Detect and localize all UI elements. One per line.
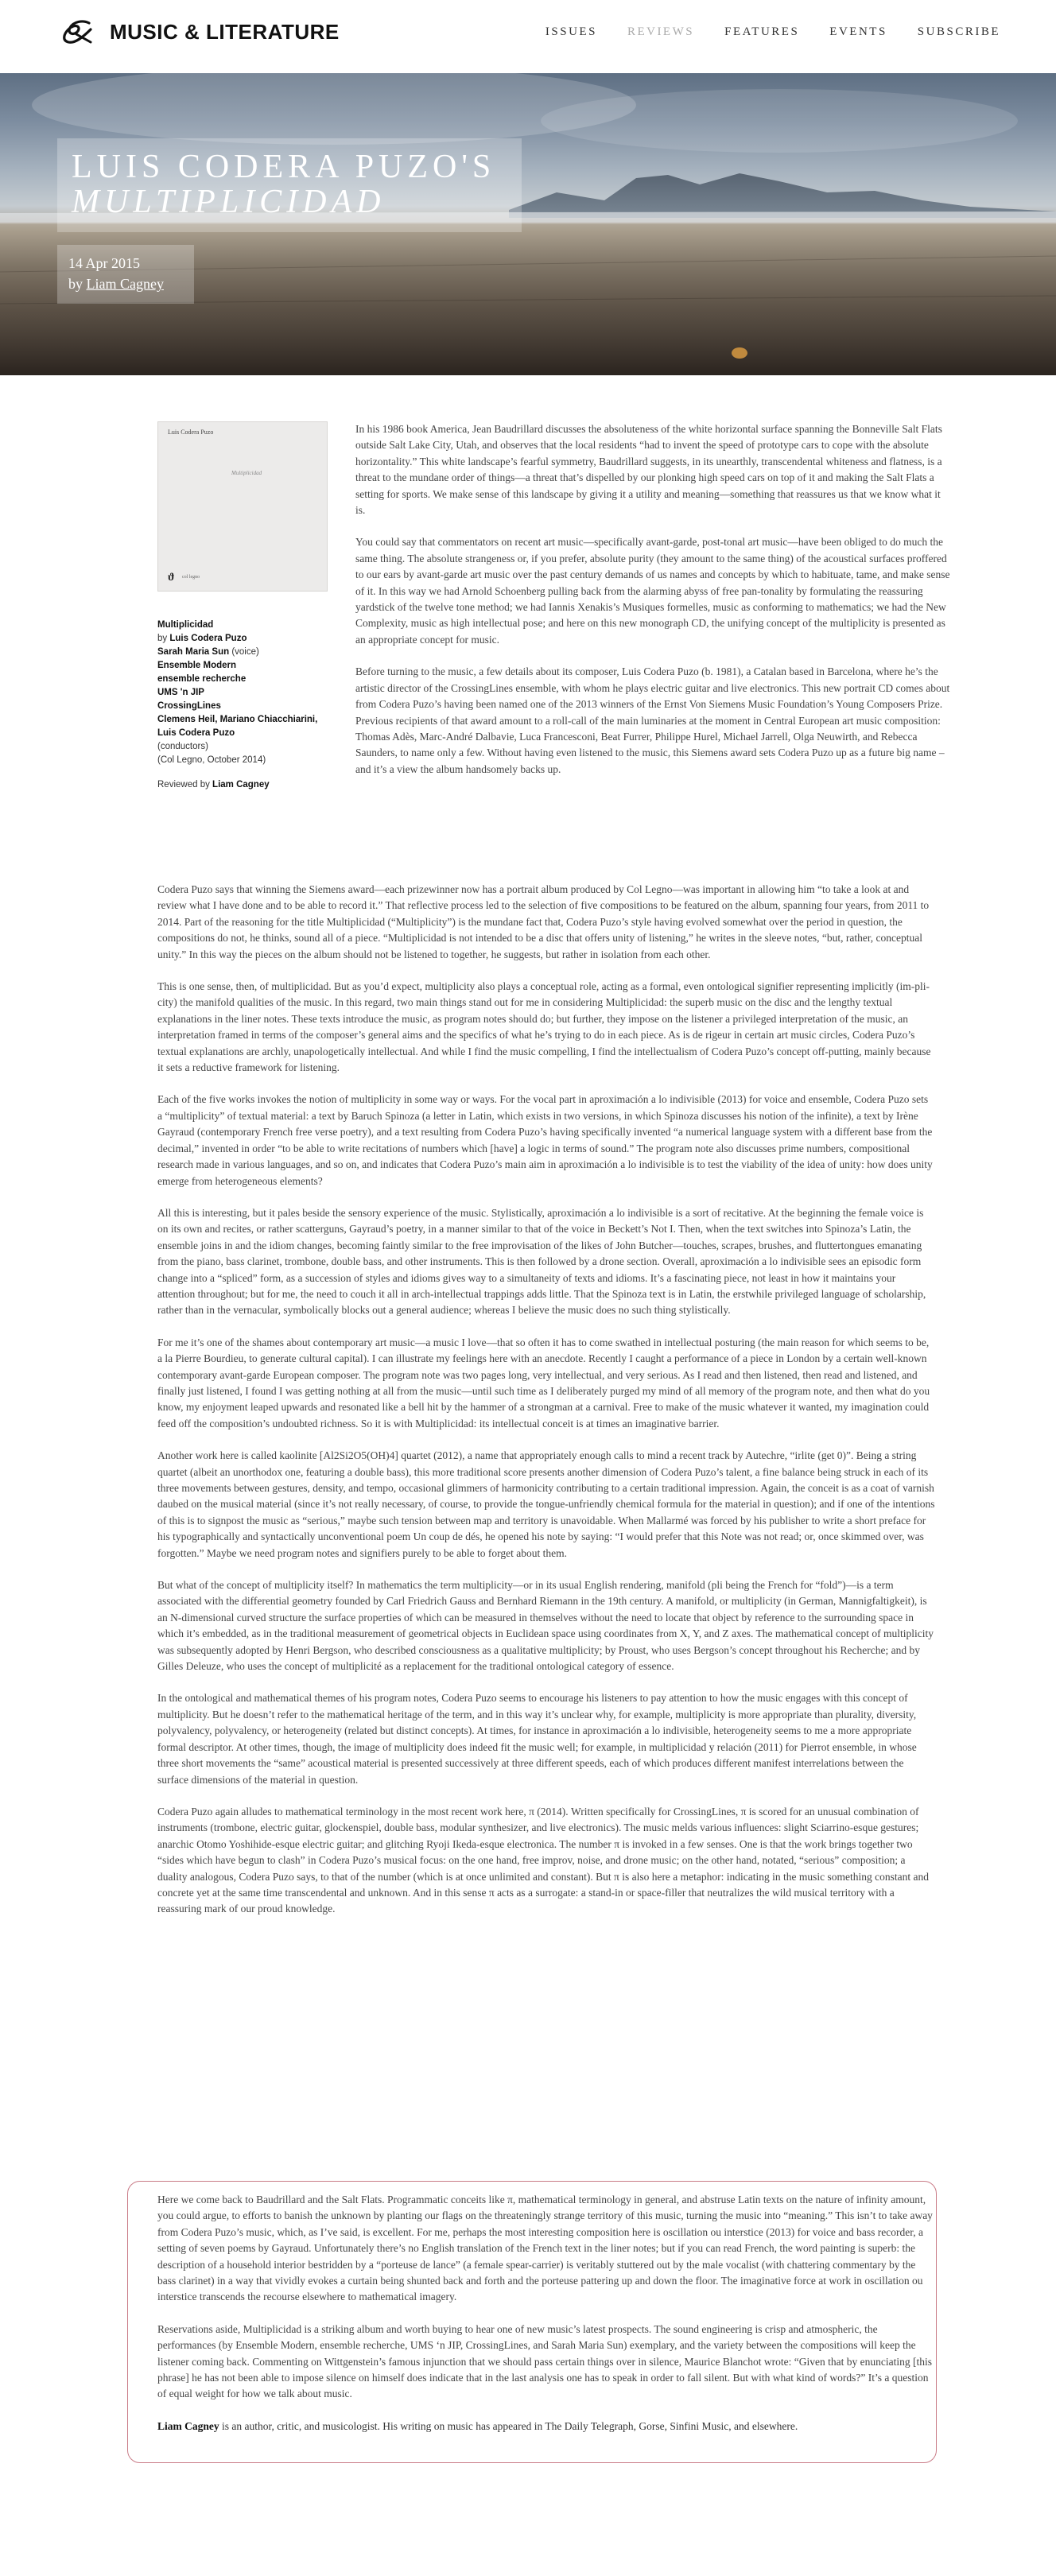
paragraph: Reservations aside, Multiplicidad is a striking album and worth buying to hear one of new music’s latest prospects. The sound engineering is crisp and atmospheric, the performances (by Ensemble Modern, ensemble recherche, UMS ‘n JIP, CrossingLines, and Sarah Maria Sun) exemplary, and the variety between the compositions will keep the listener coming back. Commenting on Wittgenstein’s famous injunction that we should pass certain things over in silence, Maurice Blanchot wrote: “Given that by enunciating [this phrase] he has not been able to impose silence on himself does indicate that in the last analysis one has to speak in order to fall silent. But with what kind of words?” It’s a question of equal weight for how we talk about music. [157,2322,932,2400]
album-info [157,619,328,792]
album-label: (Col Legno, October 2014) [157,755,266,765]
nav-issues[interactable]: ISSUES [545,25,597,38]
site-name: MUSIC & LITERATURE [110,19,340,44]
author-link[interactable]: Liam Cagney [86,276,164,292]
reviewed-by: Reviewed by [157,780,210,789]
author-bio [157,2419,935,2434]
reviewer-name: Liam Cagney [212,780,270,789]
byline [68,274,183,294]
performer: UMS 'n JIP [157,688,204,697]
paragraph: Here we come back to Baudrillard and the Salt Flats. Programmatic conceits like π, mathematical terminology in general, and abstruse Latin texts on the nature of infinity amount, you could argue, to efforts to banish the unknown by planting our flags on the threateningly strange territory of this music, turning the music into “meaning.” This isn’t to take away from Codera Puzo’s music, which, as I’ve said, is excellent. For me, perhaps the most interesting composition here is oscillation ou interstice (2013) for voice and bass recorder, a setting of seven poems by Gayraud. Unfortunately there’s no English translation of the French text in the liner notes; but if you can read French, the word painting is superb: the description of a household interior bestridden by a “porteuse de lance” (a female spear-carrier) is veritably stuttered out by the male vocalist (with chattering commentary by the bass clarinet) in a way that vividly evokes a curtain being shunted back and forth and the porteuse pattering up and down the floor. The imaginative force at work in oscillation ou interstice transcends the recourse elsewhere to mathematical imagery. [157,2194,933,2303]
cover-label: col legno [182,575,200,580]
paragraph: Codera Puzo again alludes to mathematical terminology in the most recent work here, π (2014). Written specifically for CrossingLines, π is scored for an unusual combination of instruments (trombone, electric guitar, glockenspiel, double bass, modular synthesizer, and live electronics). The music melds various influences: slight Sciarrino-esque gestures; anarchic Otomo Yoshihide-esque electric guitar; and glitching Ryoji Ikeda-esque electronica. The number π is invoked in a few senses. One is that the work brings together two “sides which have begun to clash” in Codera Puzo’s musical focus: on the one hand, free improv, noise, and drone music; on the other hand, notated, “serious” composition; a duality analogous, Codera Puzo says, to that of the number (which is at once unlimited and constant). But π is also here a metaphor: indicating in the music something constant and concrete yet at the same time transcendental and unknown. And in this sense π acts as a surrogate: a stand-in or space-filler that neutralizes the wild musical territory with a reassuring mark of our proud knowledge. [157,1805,929,1915]
article-body [157,882,935,1934]
performer: Ensemble Modern [157,661,237,670]
main-nav [545,25,1000,39]
article-title [72,149,506,219]
paragraph: Codera Puzo says that winning the Siemens award—each prizewinner now has a portrait album produced by Col Legno—was important in allowing him “to take a look at and review what I have done and to be able to record it.” That reflective process led to the selection of five compositions to be featured on the album, spanning four years, from 2011 to 2014. Part of the reasoning for the title Multiplicidad (“Multiplicity”) is the mundane fact that, Codera Puzo’s style having evolved somewhat over the period in question, the compositions do not, he thinks, sound all of a piece. “Multiplicidad is not intended to be a disc that offers unity of listening,” he writes in the sleeve notes, “but, rather, conceptual unity.” In this way the pieces on the album should not be listened to together, he suggests, but rather in isolation from each other. [157,883,930,960]
performer: Sarah Maria Sun [157,647,230,657]
paragraph: You could say that commentators on recent art music—specifically avant-garde, post-tonal art music—have been obliged to do much the same thing. The absolute strangeness or, if you prefer, absolute purity (they amount to the same thing) of the acoustical surfaces proffered to our ears by avant-garde art music over the past century demands of us names and concepts by which to habituate, tame, and make sense of it. In this way we had Arnold Schoenberg pulling back from the alarming abyss of free pan-tonality by formulating the reassuring yardstick of the twelve tone method; we had Iannis Xenakis’s Musiques formelles, music as conforming to mathematics; we had the New Complexity, music as high intellectual pose; and here on this new monograph CD, the unifying concept of the multiplicity is presented as an appropriate concept for music. [355,536,950,646]
performer-role: (voice) [231,647,259,657]
conductors: Clemens Heil, Mariano Chiacchiarini, Luis Codera Puzo [157,715,318,738]
hero-banner [0,73,1056,375]
ampersand-logo-icon [59,18,95,45]
article-intro [355,421,950,793]
album-composer: Luis Codera Puzo [169,634,247,643]
bio-name: Liam Cagney [157,2419,219,2432]
paragraph: Another work here is called kaolinite [Al2Si2O5(OH)4] quartet (2012), a name that appropriately enough calls to mind a recent track by Autechre, “irlite (get 0)”. Being a string quartet (albeit an unorthodox one, featuring a double bass), this more traditional score presents another dimension of Codera Puzo’s talent, a fine balance being struck in each of its three movements between gestures, density, and tempo, occasional glimmers of harmonicity contributing to a certain traditional impression. Again, the conceit is as a coat of varnish daubed on the musical material (since it’s not really necessary, of course, to provide the tongue-unfriendly chemical formula for the material in question); and if one of the intentions of this is to signpost the music as “serious,” maybe such tension between map and territory is unavoidable. When Mallarmé was forced by his publisher to write a short preface for his typographically and syntactically unconventional poem Un coup de dés, he opened his note by saying: “I would prefer that this Note was not read; or, once skimmed over, was forgotten.” Maybe we need program notes and signifiers purely to be able to forget about them. [157,1449,935,1559]
paragraph: Before turning to the music, a few details about its composer, Luis Codera Puzo (b. 1981), a Catalan based in Barcelona, where he’s the artistic director of the CrossingLines ensemble, with whom he plays electric guitar and live electronics. This new portrait CD comes about from Codera Puzo’s having been named one of the 2013 winners of the Ernst Von Siemens Music Foundation’s Young Composers Prize. Previous recipients of that award amount to a roll-call of the main luminaries at the moment in Central European art music composition: Thomas Adès, Marc-André Dalbavie, Luca Francesconi, Beat Furrer, Philippe Hurel, Michael Jarrell, Olga Neuwirth, and Rebecca Saunders, to name only a few. Without having even listened to the music, this Siemens award sets Codera Puzo up as a future big name – and it’s a view the album handsomely backs up. [355,665,950,775]
reviewer-line [157,778,328,792]
article-closing [157,2192,935,2450]
performer: ensemble recherche [157,674,247,684]
paragraph: For me it’s one of the shames about contemporary art music—a music I love—that so often it has to come swathed in intellectual posturing (the main reason for which seems to be, a la Pierre Bourdieu, to generate cultural capital). I can illustrate my feelings here with an anecdote. Recently I caught a performance of a piece in London by a certain well-known contemporary avant-garde European composer. The program note was two pages long, very intellectual, and very serious. As I read and then listened, then read and listened, and finally just listened, I found I was getting nothing at all from the music—until such time as I deliberately purged my mind of all memory of the program note, and then what do you know, my enjoyment leaped upwards and resonated like a bell hit by the hammer of a strongman at a carnival. Free to make of the music whatever it wanted, my imagination could feed off the composition’s undoubted richness. So it is with Multiplicidad: its intellectual conceit is at times an imaginative barrier. [157,1336,930,1430]
article-title-line2: MULTIPLICIDAD [72,184,386,220]
performer: CrossingLines [157,701,221,711]
hero-title-box [57,138,522,232]
paragraph: All this is interesting, but it pales beside the sensory experience of the music. Stylistically, aproximación a lo indivisible is a sort of recitative. At the beginning the female voice is on its own and recites, or rather scatterguns, Gayraud’s poetry, in a manner similar to that of the voice in Beckett’s Not I. Then, when the text switches into Spinoza’s Latin, the ensemble joins in and the idiom changes, becoming faintly similar to the free improvisation of the likes of John Butcher—touches, scrapes, brushes, and fluttertongues emanating from the piano, bass clarinet, trombone, double bass, and other instruments. This is then followed by a drone section. Overall, aproximación a lo indivisible sees an episodic form change into a “spliced” form, as a succession of styles and idioms gives way to a simultaneity of texts and idioms. It’s a fascinating piece, not least in how it maintains your attention throughout; but for me, the need to couch it all in arch-intellectual trappings adds little. That the Spinoza text is in Latin, the erstwhile privileged language of scholarship, rather than in the vernacular, symbolically blocks out a general audience; whereas I believe the music does no such thing stylistically. [157,1206,926,1317]
cover-subtitle: Multiplicidad [231,470,262,476]
bio-text: is an author, critic, and musicologist. His writing on music has appeared in The Daily Telegraph, Gorse, Sinfini Music, and elsewhere. [219,2419,798,2432]
paragraph: In the ontological and mathematical themes of his program notes, Codera Puzo seems to encourage his listeners to pay attention to how the music engages with this concept of multiplicity. But he doesn’t refer to the mathematical heritage of the term, and in this way it’s unclear why, for example, multiplicity is more appropriate than plurality, diversity, polyvalency, polyvalency, or heterogeneity (related but distinct concepts). At times, for instance in aproximación a lo indivisible, heterogeneity seems to me a more appropriate formal descriptor. At other times, though, the image of multiplicity does indeed fit the music well; for example, in multiplicidad y relación (2011) for Pierrot ensemble, in whose three short movements the “same” acoustical material is presented successively at three different speeds, each of which produces different manifest interrelations between the surface dimensions of the material in question. [157,1692,917,1786]
conductors-role: (conductors) [157,742,208,751]
byline-prefix: by [68,276,83,292]
site-header [0,0,1056,73]
nav-features[interactable]: FEATURES [724,25,800,38]
by-prefix: by [157,634,168,643]
paragraph: In his 1986 book America, Jean Baudrillard discusses the absoluteness of the white horizontal surface spanning the Bonneville Salt Flats outside Salt Lake City, Utah, and observes that the local residents “had to invent the speed of prototype cars to cope with the absolute horizontality.” This white landscape’s fearful symmetry, Baudrillard suggests, in its unearthly, transcendental whiteness and flatness, is a threat to the mundane order of things—a threat that’s dispelled by our plonking high speed cars on top of it and making the Salt Flats a setting for sports. We make sense of this landscape by giving it a utility and meaning—something that reassures us that we know what it is. [355,423,942,517]
paragraph: But what of the concept of multiplicity itself? In mathematics the term multiplicity—or in its usual English rendering, manifold (pli being the French for “fold”)—is a term associated with the differential geometry founded by Carl Friedrich Gauss and Bernhard Riemann in the 19th century. A manifold, or multiplicity (in German, Mannigfaltigkeit), is an N-dimensional curved structure the surface properties of which can be measured in themselves without the need to locate that object by reference to the surrounding space in which it’s embedded, as in the traditional measurement of geometrical objects in Euclidean space using coordinates from X, Y, and Z axes. The mathematical concept of multiplicity was subsequently adopted by Henri Bergson, who described consciousness as a qualitative multiplicity; by Proust, who uses Bergson’s concept throughout his Recherche; and by Gilles Deleuze, who uses the concept of multiplicité as a replacement for the traditional ontological category of essence. [157,1579,934,1673]
album-title: Multiplicidad [157,620,214,630]
paragraph: Each of the five works invokes the notion of multiplicity in some way or ways. For the vocal part in aproximación a lo indivisible (2013) for voice and ensemble, Codera Puzo sets a “multiplicity” of textual material: a text by Baruch Spinoza (a letter in Latin, which exists in two versions, in which Spinoza discusses his notion of the infinite), a text by Irène Gayraud (contemporary French free verse poetry), and a text resulting from Codera Puzo’s having specifically invented “a numerical language system with a different base from the decimal,” invented in order “to be able to write recitations of numbers which [have] a logic in terms of sound.” The program note also discusses prime numbers, compositional research made in various languages, and so on, and indicates that Codera Puzo’s main aim in aproximación a lo indivisible is to test the viability of the idea of unity: how does unity emerge from heterogeneous elements? [157,1093,933,1187]
nav-subscribe[interactable]: SUBSCRIBE [917,25,1000,38]
album-composer-line [157,632,328,646]
album-cover-image [157,421,328,592]
performer-line [157,646,328,659]
label-logo-icon: ϑ [168,572,175,584]
article-meta [57,245,194,304]
cover-title: Luis Codera Puzo [168,429,214,436]
paragraph: This is one sense, then, of multiplicidad. But as you’d expect, multiplicity also plays a conceptual role, acting as a formal, even ontological signifier representing implicitly (im-pli-city) the manifold qualities of the music. In this regard, two main things stand out for me in considering Multiplicidad: the superb music on the disc and the lengthy textual explanations in the liner notes. These texts introduce the music, as program notes should do; but further, they impose on the listener a privileged interpretation of the music, an interpretation framed in terms of the composer’s general aims and the specifics of what he’s trying to do in each piece. As is de rigeur in certain art music circles, Codera Puzo’s textual explanations are archly, unapologetically intellectual. And while I find the music compelling, I find the intellectualism of Codera Puzo’s concept off-putting, mainly because it sets a reductive framework for listening. [157,980,931,1074]
nav-events[interactable]: EVENTS [829,25,887,38]
publish-date: 14 Apr 2015 [68,255,140,271]
nav-reviews[interactable]: REVIEWS [627,25,695,38]
article-title-line1: LUIS CODERA PUZO'S [72,149,496,185]
site-logo[interactable] [59,18,340,45]
